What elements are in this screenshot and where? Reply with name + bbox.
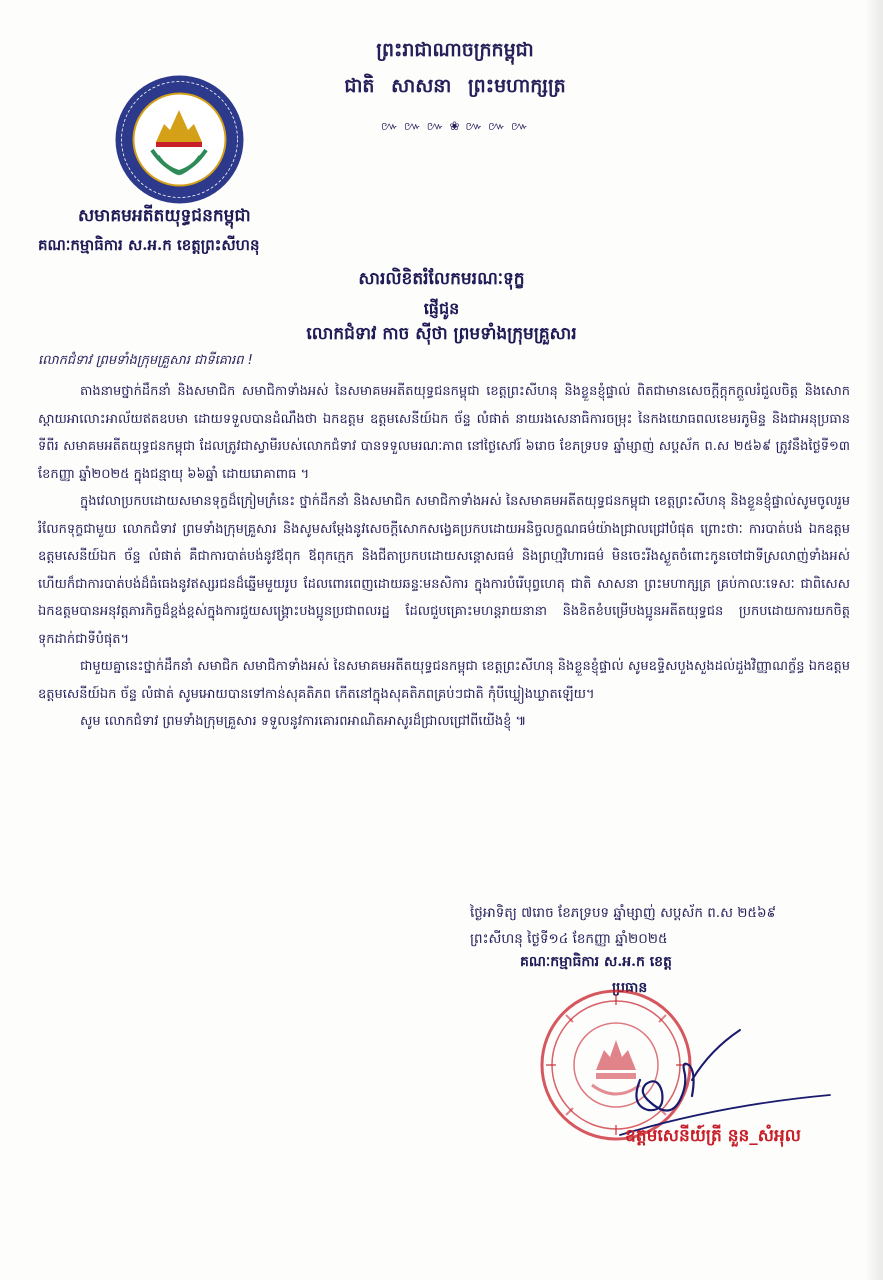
letter-body — [38, 378, 850, 736]
paragraph-2: ក្នុងវេលាប្រកបដោយសមានទុក្ខដ៏ក្រៀមក្រំនេះ ថ្នាក់ដឹកនាំ និងសមាជិក សមាជិកាទាំងអស់ នៃសមាគមអតីតយុទ្ធជនកម្ពុជា ខេត្តព្រះសីហនុ និងខ្លួនខ្ញុំផ្ទាល់សូមចូលរួមរំលែកទុក្ខជាមួយ លោកជំទាវ ព្រមទាំងក្រុមគ្រួសារ និងសូមសម្តែងនូវសេចក្តីសោកសង្វេគប្រកបដោយអនិច្ចលក្ខណធម៌យ៉ាងជ្រាលជ្រៅបំផុត ព្រោះថាៈ ការបាត់បង់ ឯកឧត្តម ឧត្តមសេនីយ៍ឯក ច័ន្ទ លំផាត់ គឺជាការបាត់បង់នូវឪពុក ឪពុកក្មេក និងជីតាប្រកបដោយសន្តោសធម៌ និងព្រហ្មវិហារធម៌ មិនចេះរីងស្ងួតចំពោះកូនចៅជាទីស្រលាញ់ទាំងអស់ ហើយក៏ជាការបាត់បង់ដ៏ធំធេងនូវឥស្សរជនដ៏ឆ្នើមមួយរូប ដែលពោរពេញដោយឆន្ទៈមនសិការ ក្នុងការបំរើបុព្វហេតុ ជាតិ សាសនា ព្រះមហាក្សត្រ គ្រប់កាលៈទេសៈ ជាពិសេសឯកឧត្តមបានអនុវត្តភារកិច្ចដ៏ខ្ពង់ខ្ពស់ក្នុងការជួយសង្គ្រោះបងប្អូនប្រជាពលរដ្ឋ ដែលជួបគ្រោះមហន្តរាយនានា និងខិតខំបម្រើបងប្អូនអតីតយុទ្ធជន ប្រកបដោយការយកចិត្តទុកដាក់ជាទីបំផុត។ — [38, 494, 850, 647]
signatory-committee: គណៈកម្មាធិការ ស.អ.ក ខេត្ត — [520, 954, 672, 970]
paragraph-4: សូម លោកជំទាវ ព្រមទាំងក្រុមគ្រួសារ ទទួលនូវការគោរពអាណិតអាសូរដ៏ជ្រាលជ្រៅពីយើងខ្ញុំ ៕ — [80, 714, 527, 729]
document-to: ផ្ញើជូន — [423, 299, 460, 318]
signatory-name: ឧត្តមសេនីយ៍ត្រី នួន_សំអុល — [625, 1126, 801, 1146]
organization-name: សមាគមអតីតយុទ្ធជនកម្ពុជា — [78, 206, 251, 226]
solar-date: ព្រះសីហនុ ថ្ងៃទី១៤ ខែកញ្ញា ឆ្នាំ២០២៥ — [470, 931, 668, 947]
page-shadow — [865, 0, 883, 1280]
paragraph-3: ជាមួយគ្នានេះថ្នាក់ដឹកនាំ សមាជិក សមាជិកាទាំងអស់ នៃសមាគមអតីតយុទ្ធជនកម្ពុជា ខេត្តព្រះសីហនុ និងខ្លួនខ្ញុំផ្ទាល់ សូមឧទ្ទិសបួងសួងដល់ដួងវិញ្ញាណក្ខ័ន្ធ ឯកឧត្តម ឧត្តមសេនីយ៍ឯក ច័ន្ទ លំផាត់ សូមអោយបានទៅកាន់សុគតិភព កើតនៅក្នុងសុគតិភពគ្រប់ៗជាតិ កុំបីឃ្លៀងឃ្លាតឡើយ។ — [38, 659, 850, 702]
ornament-divider: ៚ ៚ ៚ ❀ ៚ ៚ ៚ — [381, 119, 529, 133]
recipient-name: លោកជំទាវ កាច ស៊ីថា ព្រមទាំងក្រុមគ្រួសារ — [306, 324, 577, 344]
signatory-role: ប្រធាន — [612, 980, 648, 996]
lunar-date: ថ្ងៃអាទិត្យ ៧រោច ខែភទ្របទ ឆ្នាំម្សាញ់ សប្តស័ក ព.ស ២៥៦៩ — [470, 905, 777, 921]
paragraph-1: តាងនាមថ្នាក់ដឹកនាំ និងសមាជិក សមាជិកាទាំងអស់ នៃសមាគមអតីតយុទ្ធជនកម្ពុជា ខេត្តព្រះសីហនុ និងខ្លួនខ្ញុំផ្ទាល់ ពិតជាមានសេចក្តីក្តុកក្តួលរំជួលចិត្ត និងសោកស្តាយអាលោះអាល័យឥតឧបមា ដោយទទួលបានដំណឹងថា ឯកឧត្តម ឧត្តមសេនីយ៍ឯក ច័ន្ទ លំផាត់ នាយរងសេនាធិការចម្រុះ នៃកងយោធពលខេមរភូមិន្ទ និងជាអនុប្រធានទីពីរ សមាគមអតីតយុទ្ធជនកម្ពុជា ដែលត្រូវជាស្វាមីរបស់លោកជំទាវ បានទទួលមរណៈភាព នៅថ្ងៃសៅរ៍ ៦រោច ខែភទ្របទ ឆ្នាំម្សាញ់ សប្តស័ក ព.ស ២៥៦៩ ត្រូវនឹងថ្ងៃទី១៣ ខែកញ្ញា ឆ្នាំ២០២៥ ក្នុងជន្មាយុ ៦៦ឆ្នាំ ដោយរោគាពាធ ។ — [38, 384, 850, 482]
document-title: សារលិខិតរំលែកមរណៈទុក្ខ — [358, 269, 525, 289]
kingdom-heading: ព្រះរាជាណាចក្រកម្ពុជា — [376, 39, 534, 61]
veteran-association-logo — [112, 72, 247, 207]
date-block — [470, 900, 850, 952]
salutation: លោកជំទាវ ព្រមទាំងក្រុមគ្រួសារ ជាទីគោរព ! — [38, 353, 253, 368]
national-motto: ជាតិ សាសនា ព្រះមហាក្សត្រ — [344, 75, 566, 97]
committee-name: គណៈកម្មាធិការ ស.អ.ក ខេត្តព្រះសីហនុ — [38, 236, 260, 254]
